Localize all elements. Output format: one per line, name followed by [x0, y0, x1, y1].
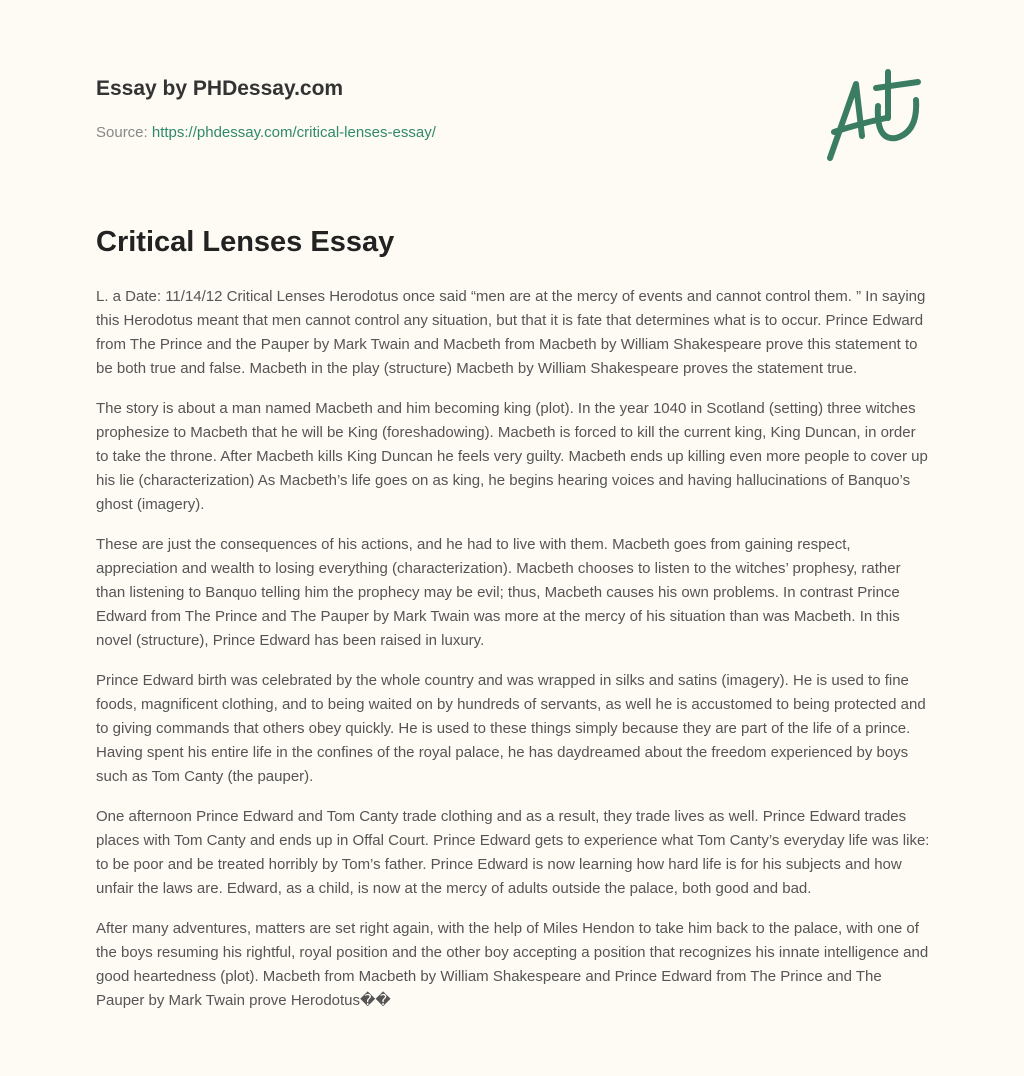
- paragraph: Prince Edward birth was celebrated by the whole country and was wrapped in silks and satins (imagery). He is used to fine foods, magnificent clothing, and to being waited on by hundreds of servants, as well he is accustomed to being protected and to giving commands that others obey quickly. He is used to these things simply because they are part of the life of a prince. Having spent his entire life in the confines of the royal palace, he has daydreamed about the freedom experienced by boys such as Tom Canty (the pauper).: [96, 672, 926, 785]
- source-link[interactable]: https://phdessay.com/critical-lenses-essay/: [151, 124, 436, 141]
- article-body: [96, 285, 932, 1029]
- paragraph: L. a Date: 11/14/12 Critical Lenses Herodotus once said “men are at the mercy of events and cannot control them. ” In saying this Herodotus meant that men cannot control any situation, but that it is fate that determines what is to occur. Prince Edward from The Prince and the Pauper by Mark Twain and Macbeth from Macbeth by William Shakespeare prove this statement to be both true and false. Macbeth in the play (structure) Macbeth by William Shakespeare proves the statement true.: [96, 288, 926, 377]
- site-title: Essay by PHDessay.com: [96, 77, 344, 100]
- source-line: [96, 124, 436, 141]
- paragraph: After many adventures, matters are set right again, with the help of Miles Hendon to take him back to the palace, with one of the boys resuming his rightful, royal position and the other boy accepting a position that recognizes his innate intelligence and good heartedness (plot). Macbeth from Macbeth by William Shakespeare and Prince Edward from The Prince and The Pauper by Mark Twain prove Herodotus��: [96, 920, 929, 1009]
- paragraph: These are just the consequences of his actions, and he had to live with them. Macbeth goes from gaining respect, appreciation and wealth to losing everything (characterization). Macbeth chooses to listen to the witches’ prophesy, rather than listening to Banquo telling him the prophecy may be evil; thus, Macbeth causes his own problems. In contrast Prince Edward from The Prince and The Pauper by Mark Twain was more at the mercy of his situation than was Macbeth. In this novel (structure), Prince Edward has been raised in luxury.: [96, 536, 901, 649]
- article-title: Critical Lenses Essay: [96, 226, 395, 258]
- paragraph: One afternoon Prince Edward and Tom Canty trade clothing and as a result, they trade lives as well. Prince Edward trades places with Tom Canty and ends up in Offal Court. Prince Edward gets to experience what Tom Canty’s everyday life was like: to be poor and be treated horribly by Tom’s father. Prince Edward is now learning how hard life is for his subjects and how unfair the laws are. Edward, as a child, is now at the mercy of adults outside the palace, both good and bad.: [96, 808, 930, 897]
- paragraph: The story is about a man named Macbeth and him becoming king (plot). In the year 1040 in Scotland (setting) three witches prophesize to Macbeth that he will be King (foreshadowing). Macbeth is forced to kill the current king, King Duncan, in order to take the throne. After Macbeth kills King Duncan he feels very guilty. Macbeth ends up killing even more people to cover up his lie (characterization) As Macbeth’s life goes on as king, he begins hearing voices and having hallucinations of Banquo’s ghost (imagery).: [96, 400, 928, 513]
- a-plus-logo: [818, 66, 928, 166]
- source-label: Source:: [96, 124, 148, 141]
